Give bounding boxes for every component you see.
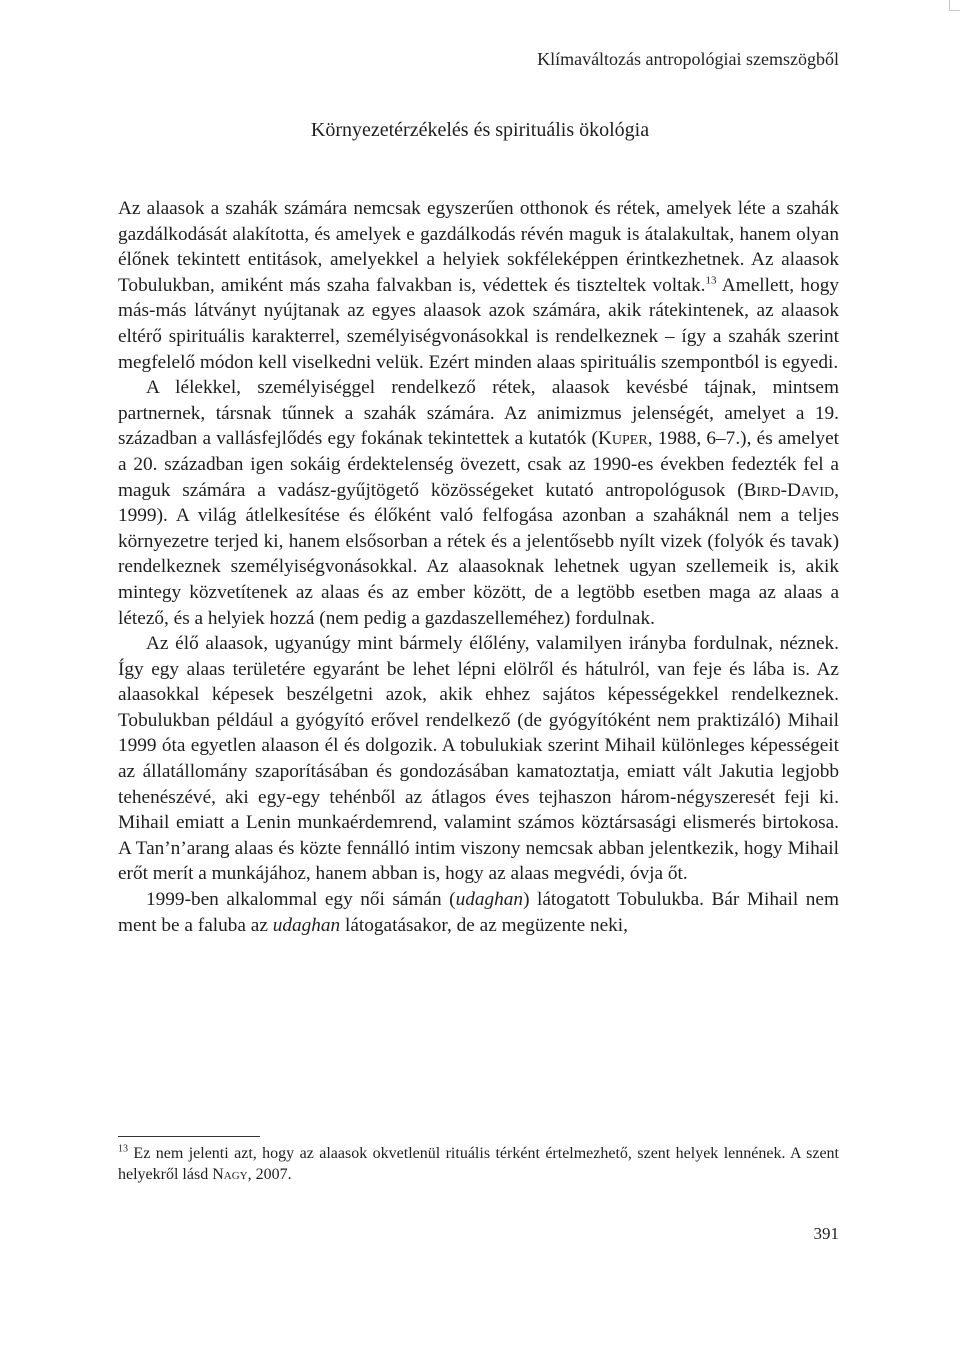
footnote-reference: 13 (705, 274, 717, 287)
paragraph-1-text-a: Az alaasok a szahák számára nemcsak egyszerűen otthonok és rétek, amelyek léte a szahák gazdálkodását alakította, és amelyek e gazdálkodás révén maguk is átalakultak, hanem olyan élőnek tekintett entitások, amelyekkel a helyiek sokféleképpen érintkezhetnek. Az alaasok Tobulukban, amiként más szaha falvakban is, védettek és tiszteltek voltak. (118, 198, 839, 296)
paragraph-4 (118, 887, 839, 938)
citation-nagy: Nagy (212, 1166, 248, 1183)
footnote-separator (118, 1136, 260, 1137)
footnote-text-b: , 2007. (247, 1166, 292, 1183)
paragraph-1-text-b: Amellett, hogy más-más látványt nyújtanak az egyes alaasok azok számára, akik rátekintenek, az alaasok eltérő spirituális karakterrel, személyiségvonásokkal is rendelkeznek – így a szahák szerint megfelelő módon kell viselkedni velük. Ezért minden alaas spirituális szempontból is egyedi. (118, 274, 839, 373)
crop-mark (949, 0, 960, 11)
term-udaghan-2: udaghan (272, 914, 341, 936)
section-title: Környezetérzékelés és spirituális ökológia (310, 119, 650, 141)
paragraph-2-text-c: , 1999). A világ átlelkesítése és élőként való felfogása azonban a szaháknál nem a teljes környezetre terjed ki, hanem elsősorban a rétek és a jelentősebb nyílt vizek (folyók és tavak) rendelkeznek személyiségvonásokkal. Az alaasoknak lehetnek ugyan szellemeik is, akik mintegy közvetítenek az alaas és az ember között, de a legtöbb esetben maga az alaas a létező, és a helyiek hozzá (nem pedig a gazdaszelleméhez) fordulnak. (118, 479, 839, 629)
body-text (118, 196, 839, 938)
footnote-number: 13 (118, 1143, 128, 1155)
citation-kuper: Kuper (597, 428, 648, 450)
citation-bird-david: Bird-David (743, 479, 835, 501)
page-number: 391 (813, 1224, 839, 1243)
term-udaghan: udaghan (455, 889, 524, 911)
paragraph-2 (118, 375, 839, 631)
paragraph-2-text-b: , 1988, 6–7.), és amelyet a 20. században igen sokáig érdektelenség övezett, csak az 1990-es években fedezték fel a maguk számára a vadász-gyűjtögető közösségeket kutató antropológusok ( (118, 428, 839, 501)
paragraph-2-text-a: A lélekkel, személyiséggel rendelkező rétek, alaasok kevésbé tájnak, mintsem partnernek, társnak tűnnek a szahák számára. Az animizmus jelenségét, amelyet a 19. században a vallásfejlődés egy fokának tekintettek a kutatók ( (118, 377, 839, 450)
paragraph-4-text-c: látogatásakor, de az megüzente neki, (340, 914, 628, 936)
paragraph-4-text-a: 1999-ben alkalommal egy női sámán ( (146, 889, 456, 911)
running-header: Klímaváltozás antropológiai szemszögből (537, 49, 839, 69)
footnote-text-a: Ez nem jelenti azt, hogy az alaasok okvetlenül rituális térként értelmezhető, szent helyek lennének. A szent helyekről lásd (118, 1145, 839, 1183)
paragraph-1 (118, 196, 839, 375)
paragraph-4-text-b: ) látogatott Tobulukba. Bár Mihail nem ment be a faluba az (118, 889, 839, 936)
footnote-13 (118, 1143, 839, 1185)
paragraph-3: Az élő alaasok, ugyanúgy mint bármely élőlény, valamilyen irányba fordulnak, néznek. Így egy alaas területére egyaránt be lehet lépni elölről és hátulról, van feje és lába is. Az alaasokkal képesek beszélgetni azok, akik ehhez sajátos képességekkel rendelkeznek. Tobulukban például a gyógyító erővel rendelkező (de gyógyítóként nem praktizáló) Mihail 1999 óta egyetlen alaason él és dolgozik. A tobulukiak szerint Mihail különleges képességeit az állatállomány szaporításában és gondozásában kamatoztatja, emiatt vált Jakutia legjobb tehenészévé, aki egy-egy tehénből az átlagos éves tejhaszon három-négyszeresét feji ki. Mihail emiatt a Lenin munkaérdemrend, valamint számos köztársasági elismerés birtokosa. A Tan’n’arang alaas és közte fennálló intim viszony nemcsak abban jelentkezik, hogy Mihail erőt merít a munkájához, hanem abban is, hogy az alaas megvédi, óvja őt. (118, 633, 839, 885)
